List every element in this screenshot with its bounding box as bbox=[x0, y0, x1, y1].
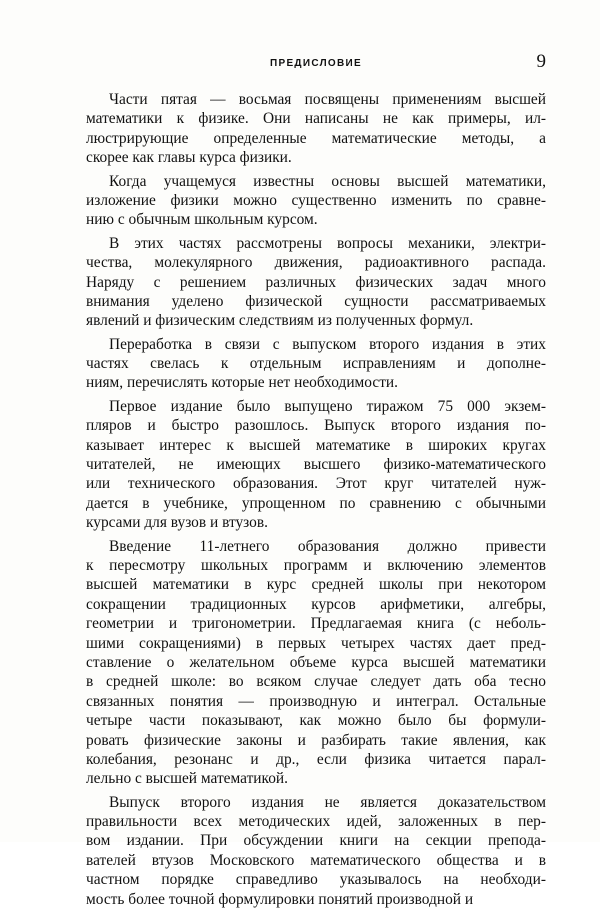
text-line: люстрирующие определенные математические методы, а bbox=[86, 129, 546, 147]
text-line: частях свелась к отдельным исправлениям и дополне- bbox=[86, 355, 546, 373]
text-line: частном порядке справедливо указывалось на необходи- bbox=[86, 871, 546, 889]
page-number: 9 bbox=[536, 51, 546, 72]
paragraph bbox=[86, 172, 546, 230]
text-line: высшей математики в курс средней школы при некотором bbox=[86, 576, 546, 594]
text-line: В этих частях рассмотрены вопросы механики, электри- bbox=[109, 234, 546, 252]
section-title: ПРЕДИСЛОВИЕ bbox=[270, 58, 362, 69]
text-line: Первое издание было выпущено тиражом 75 000 экзем- bbox=[109, 397, 546, 415]
text-line: связанных понятия — производную и интеграл. Остальные bbox=[86, 692, 546, 710]
text-line: вателей втузов Московского математического общества и в bbox=[86, 851, 546, 869]
paragraph bbox=[86, 537, 546, 789]
text-line: лельно с высшей математикой. bbox=[86, 770, 289, 788]
text-line: Выпуск второго издания не является доказательством bbox=[109, 793, 546, 811]
text-line: шими сокращениями) в первых четырех частях дает пред- bbox=[86, 634, 546, 652]
text-line: колебания, резонанс и др., если физика читается парал- bbox=[86, 750, 546, 768]
running-header bbox=[86, 51, 546, 75]
text-line: сокращении традиционных курсов арифметики, алгебры, bbox=[86, 595, 546, 613]
text-line: Наряду с решением различных физических задач много bbox=[86, 273, 546, 291]
text-line: правильности всех методических идей, заложенных в пер- bbox=[86, 813, 546, 831]
paragraph bbox=[86, 397, 546, 533]
text-line: внимания уделено физической сущности рассматриваемых bbox=[86, 292, 546, 310]
text-line: скорее как главы курса физики. bbox=[86, 149, 292, 167]
text-line: ставление о желательном объеме курса высшей математики bbox=[86, 653, 546, 671]
text-line: Введение 11-летнего образования должно привести bbox=[109, 537, 546, 555]
text-line: Переработка в связи с выпуском второго издания в этих bbox=[109, 335, 546, 353]
text-line: ровать физические законы и разбирать такие явления, как bbox=[86, 731, 546, 749]
text-line: нию с обычным школьным курсом. bbox=[86, 211, 318, 229]
text-line: Части пятая — восьмая посвящены применениям высшей bbox=[109, 91, 546, 108]
text-line: изложение физики можно существенно изменить по сравне- bbox=[86, 191, 546, 209]
text-line: к пересмотру школьных программ и включению элементов bbox=[86, 556, 546, 574]
text-line: вом издании. При обсуждении книги на секции препода- bbox=[86, 832, 546, 850]
body-text bbox=[86, 90, 546, 909]
text-line: Когда учащемуся известны основы высшей математики, bbox=[109, 172, 546, 190]
paragraph bbox=[86, 335, 546, 393]
paragraph bbox=[86, 90, 546, 168]
text-line: мость более точной формулировки понятий производной и bbox=[86, 890, 474, 908]
text-line: пляров и быстро разошлось. Выпуск второго издания по- bbox=[86, 417, 546, 435]
text-line: чества, молекулярного движения, радиоактивного распада. bbox=[86, 254, 546, 272]
text-line: четыре части показывают, как можно было бы формули- bbox=[86, 712, 546, 730]
text-line: или технического образования. Этот круг читателей нуж- bbox=[86, 475, 546, 493]
paragraph bbox=[86, 234, 546, 331]
text-line: дается в учебнике, упрощенном по сравнению с обычными bbox=[86, 494, 546, 512]
text-line: явлений и физическим следствиям из полученных формул. bbox=[86, 312, 474, 330]
text-line: в средней школе: во всяком случае следует дать оба тесно bbox=[86, 673, 546, 691]
text-line: читателей, не имеющих высшего физико-математического bbox=[86, 456, 546, 474]
text-line: геометрии и тригонометрии. Предлагаемая книга (с неболь- bbox=[86, 615, 546, 633]
paragraph bbox=[86, 793, 546, 909]
text-line: математики к физике. Они написаны не как примеры, ил- bbox=[86, 110, 546, 128]
text-line: курсами для вузов и втузов. bbox=[86, 514, 268, 532]
text-line: ниям, перечислять которые нет необходимости. bbox=[86, 374, 399, 392]
text-line: казывает интерес к высшей математике в широких кругах bbox=[86, 436, 546, 454]
